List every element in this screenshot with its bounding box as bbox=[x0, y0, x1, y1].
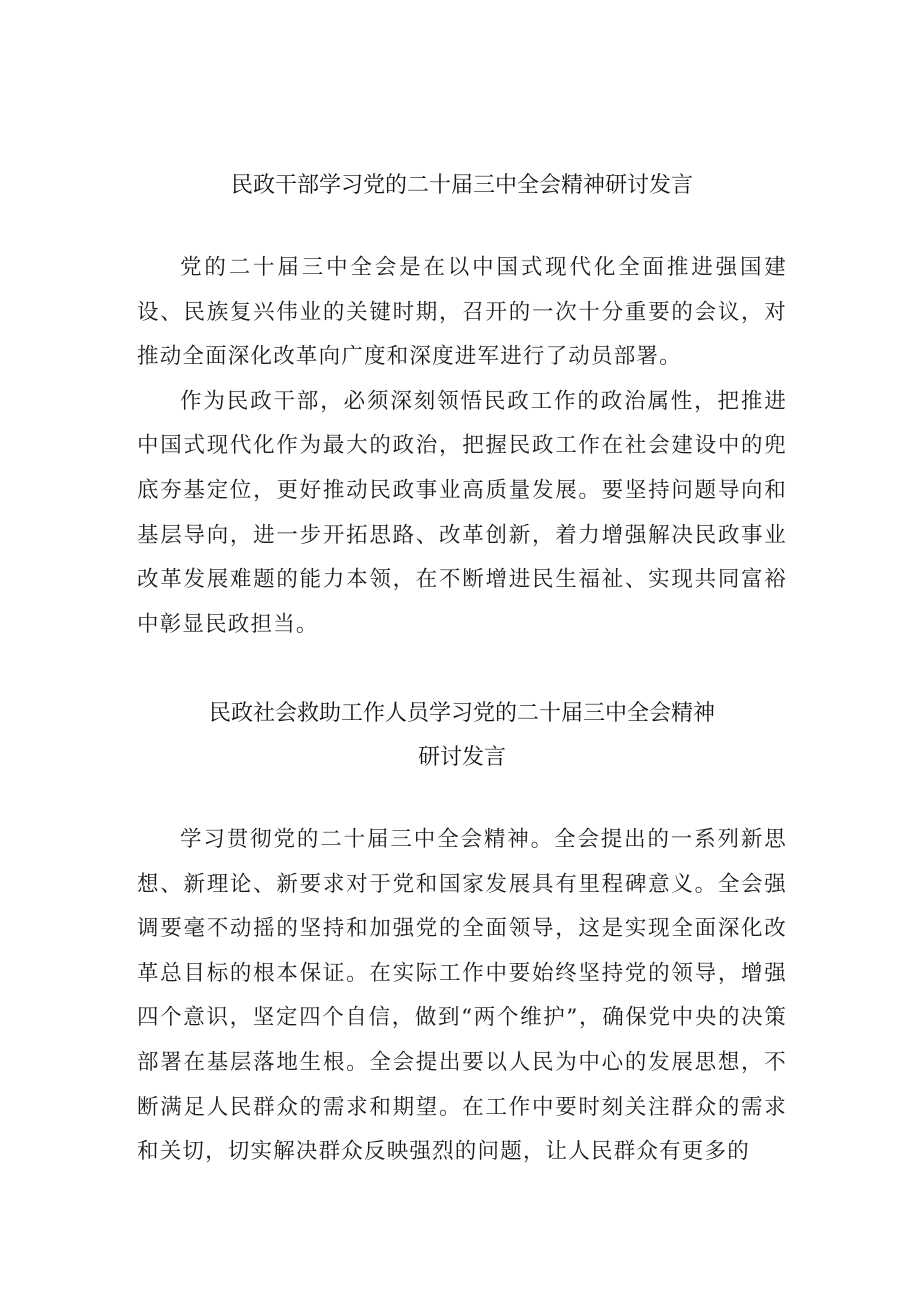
section1-body bbox=[137, 246, 787, 647]
section1-heading bbox=[137, 164, 787, 208]
section2-heading bbox=[137, 692, 787, 780]
section2-body bbox=[137, 818, 787, 1175]
section1-paragraph-2: 作为民政干部，必须深刻领悟民政工作的政治属性，把推进中国式现代化作为最大的政治，把握民政工作在社会建设中的兜底夯基定位，更好推动民政事业高质量发展。要坚持问题导向和基层导向，进一步开拓思路、改革创新，着力增强解决民政事业改革发展难题的能力本领，在不断增进民生福祉、实现共同富裕中彰显民政担当。 bbox=[137, 388, 787, 637]
section2-title-line2: 研讨发言 bbox=[417, 745, 506, 770]
section1-title: 民政干部学习党的二十届三中全会精神研讨发言 bbox=[230, 173, 693, 198]
section2-title-line1: 民政社会救助工作人员学习党的二十届三中全会精神 bbox=[208, 701, 715, 726]
section1-paragraph-1: 党的二十届三中全会是在以中国式现代化全面推进强国建设、民族复兴伟业的关键时期，召开的一次十分重要的会议，对推动全面深化改革向广度和深度进军进行了动员部署。 bbox=[137, 255, 787, 370]
section2-paragraph-1: 学习贯彻党的二十届三中全会精神。全会提出的一系列新思想、新理论、新要求对于党和国家发展具有里程碑意义。全会强调要毫不动摇的坚持和加强党的全面领导，这是实现全面深化改革总目标的根本保证。在实际工作中要始终坚持党的领导，增强四个意识，坚定四个自信，做到“两个维护”，确保党中央的决策部署在基层落地生根。全会提出要以人民为中心的发展思想，不断满足人民群众的需求和期望。在工作中要时刻关注群众的需求和关切，切实解决群众反映强烈的问题，让人民群众有更多的 bbox=[137, 827, 787, 1165]
